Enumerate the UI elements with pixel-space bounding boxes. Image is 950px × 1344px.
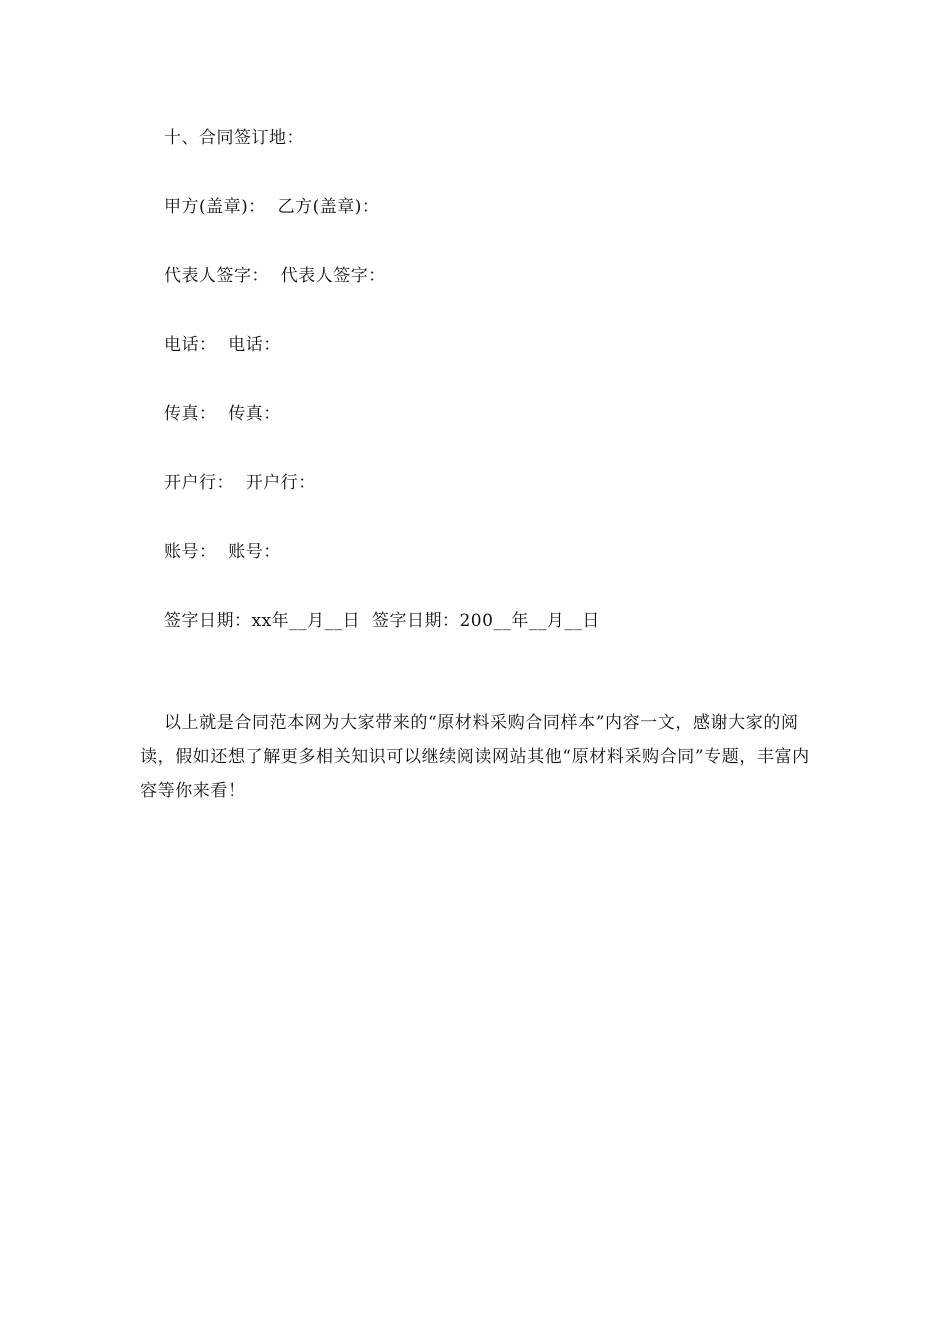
- bank-line: 开户行： 开户行：: [164, 473, 316, 493]
- representative-signature-line: 代表人签字： 代表人签字：: [164, 266, 386, 286]
- signing-place-line: 十、合同签订地：: [164, 128, 304, 148]
- closing-paragraph: [140, 706, 810, 808]
- closing-paragraph-text: 以上就是合同范本网为大家带来的“原材料采购合同样本”内容一文，感谢大家的阅读，假如还想了解更多相关知识可以继续阅读网站其他“原材料采购合同”专题，丰富内容等你来看！: [140, 713, 810, 801]
- phone-line: 电话： 电话：: [164, 335, 281, 355]
- party-seal-line: 甲方(盖章)： 乙方(盖章)：: [164, 197, 380, 217]
- fax-line: 传真： 传真：: [164, 404, 281, 424]
- signing-date-line: 签字日期：xx年__月__日 签字日期：200__年__月__日: [164, 611, 600, 631]
- account-number-line: 账号： 账号：: [164, 542, 281, 562]
